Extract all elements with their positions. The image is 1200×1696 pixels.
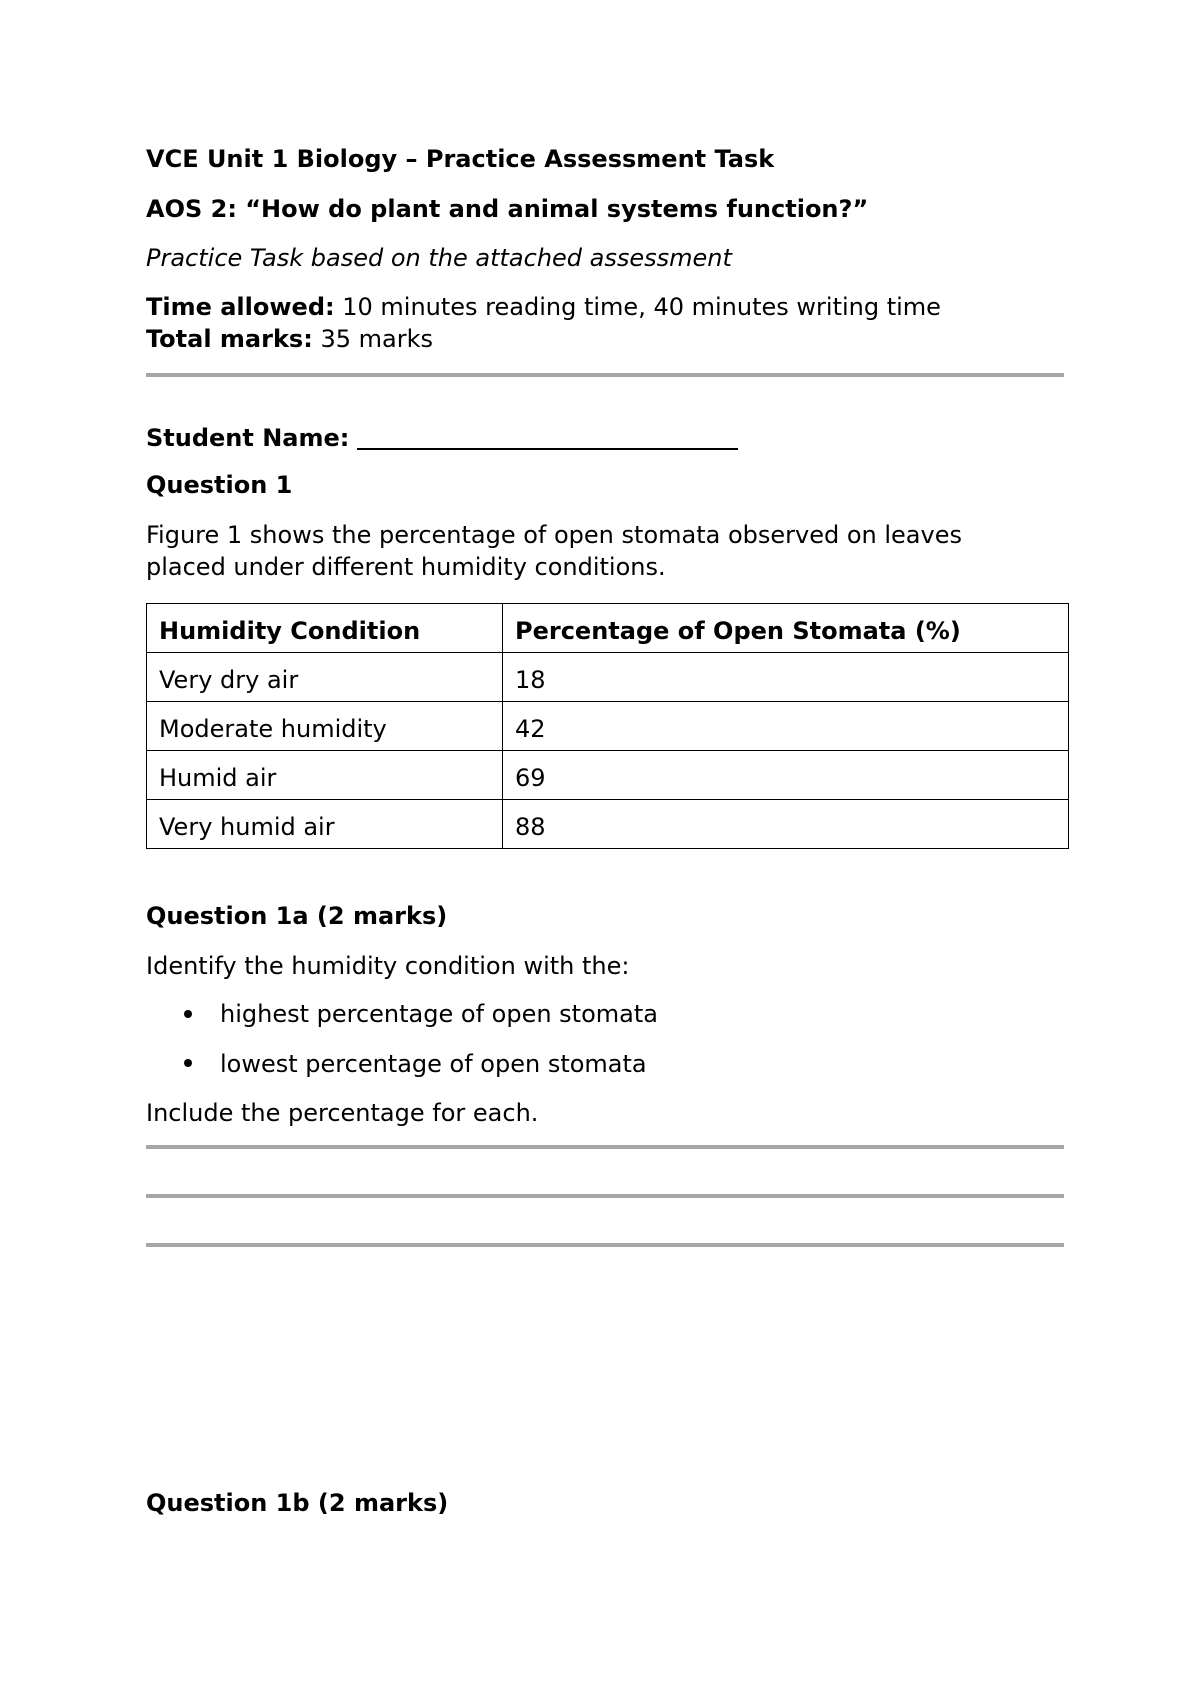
- table-row: [147, 653, 1069, 702]
- answer-line[interactable]: [146, 1145, 1064, 1149]
- table-header-humidity: Humidity Condition: [147, 604, 503, 653]
- table-cell-condition: Moderate humidity: [147, 702, 503, 751]
- time-allowed-label: Time allowed:: [146, 293, 335, 321]
- table-row: [147, 702, 1069, 751]
- student-name-field[interactable]: [357, 424, 738, 450]
- table-cell-condition: Humid air: [147, 751, 503, 800]
- time-allowed: [146, 291, 941, 323]
- question-1-heading: Question 1: [146, 471, 293, 499]
- total-marks: [146, 323, 433, 355]
- document-title: VCE Unit 1 Biology – Practice Assessment Task: [146, 145, 775, 173]
- header-divider: [146, 373, 1064, 377]
- humidity-table: [146, 603, 1069, 849]
- table-cell-condition: Very dry air: [147, 653, 503, 702]
- student-name-label: Student Name:: [146, 424, 350, 452]
- total-marks-value: 35 marks: [312, 325, 433, 353]
- question-1a-heading: Question 1a (2 marks): [146, 902, 448, 930]
- question-1a-bullet-1: highest percentage of open stomata: [220, 1000, 658, 1028]
- table-cell-percentage: 42: [503, 702, 1069, 751]
- total-marks-label: Total marks:: [146, 325, 313, 353]
- table-cell-percentage: 88: [503, 800, 1069, 849]
- time-allowed-value: 10 minutes reading time, 40 minutes writing time: [334, 293, 941, 321]
- answer-line[interactable]: [146, 1194, 1064, 1198]
- bullet-icon: [184, 1010, 192, 1018]
- question-1-intro-line-2: placed under different humidity conditions.: [146, 553, 666, 581]
- question-1b-heading: Question 1b (2 marks): [146, 1489, 449, 1517]
- table-header-percentage: Percentage of Open Stomata (%): [503, 604, 1069, 653]
- aos-heading: AOS 2: “How do plant and animal systems function?”: [146, 195, 869, 223]
- bullet-icon: [184, 1059, 192, 1067]
- question-1a-bullet-2: lowest percentage of open stomata: [220, 1050, 647, 1078]
- table-cell-condition: Very humid air: [147, 800, 503, 849]
- table-row: [147, 751, 1069, 800]
- answer-line[interactable]: [146, 1243, 1064, 1247]
- table-header-row: [147, 604, 1069, 653]
- table-cell-percentage: 18: [503, 653, 1069, 702]
- student-name-row: [146, 420, 738, 454]
- question-1a-prompt: Identify the humidity condition with the:: [146, 952, 630, 980]
- question-1a-instruction: Include the percentage for each.: [146, 1099, 539, 1127]
- subtitle: Practice Task based on the attached assessment: [146, 244, 732, 272]
- table-row: [147, 800, 1069, 849]
- table-cell-percentage: 69: [503, 751, 1069, 800]
- question-1-intro-line-1: Figure 1 shows the percentage of open stomata observed on leaves: [146, 521, 962, 549]
